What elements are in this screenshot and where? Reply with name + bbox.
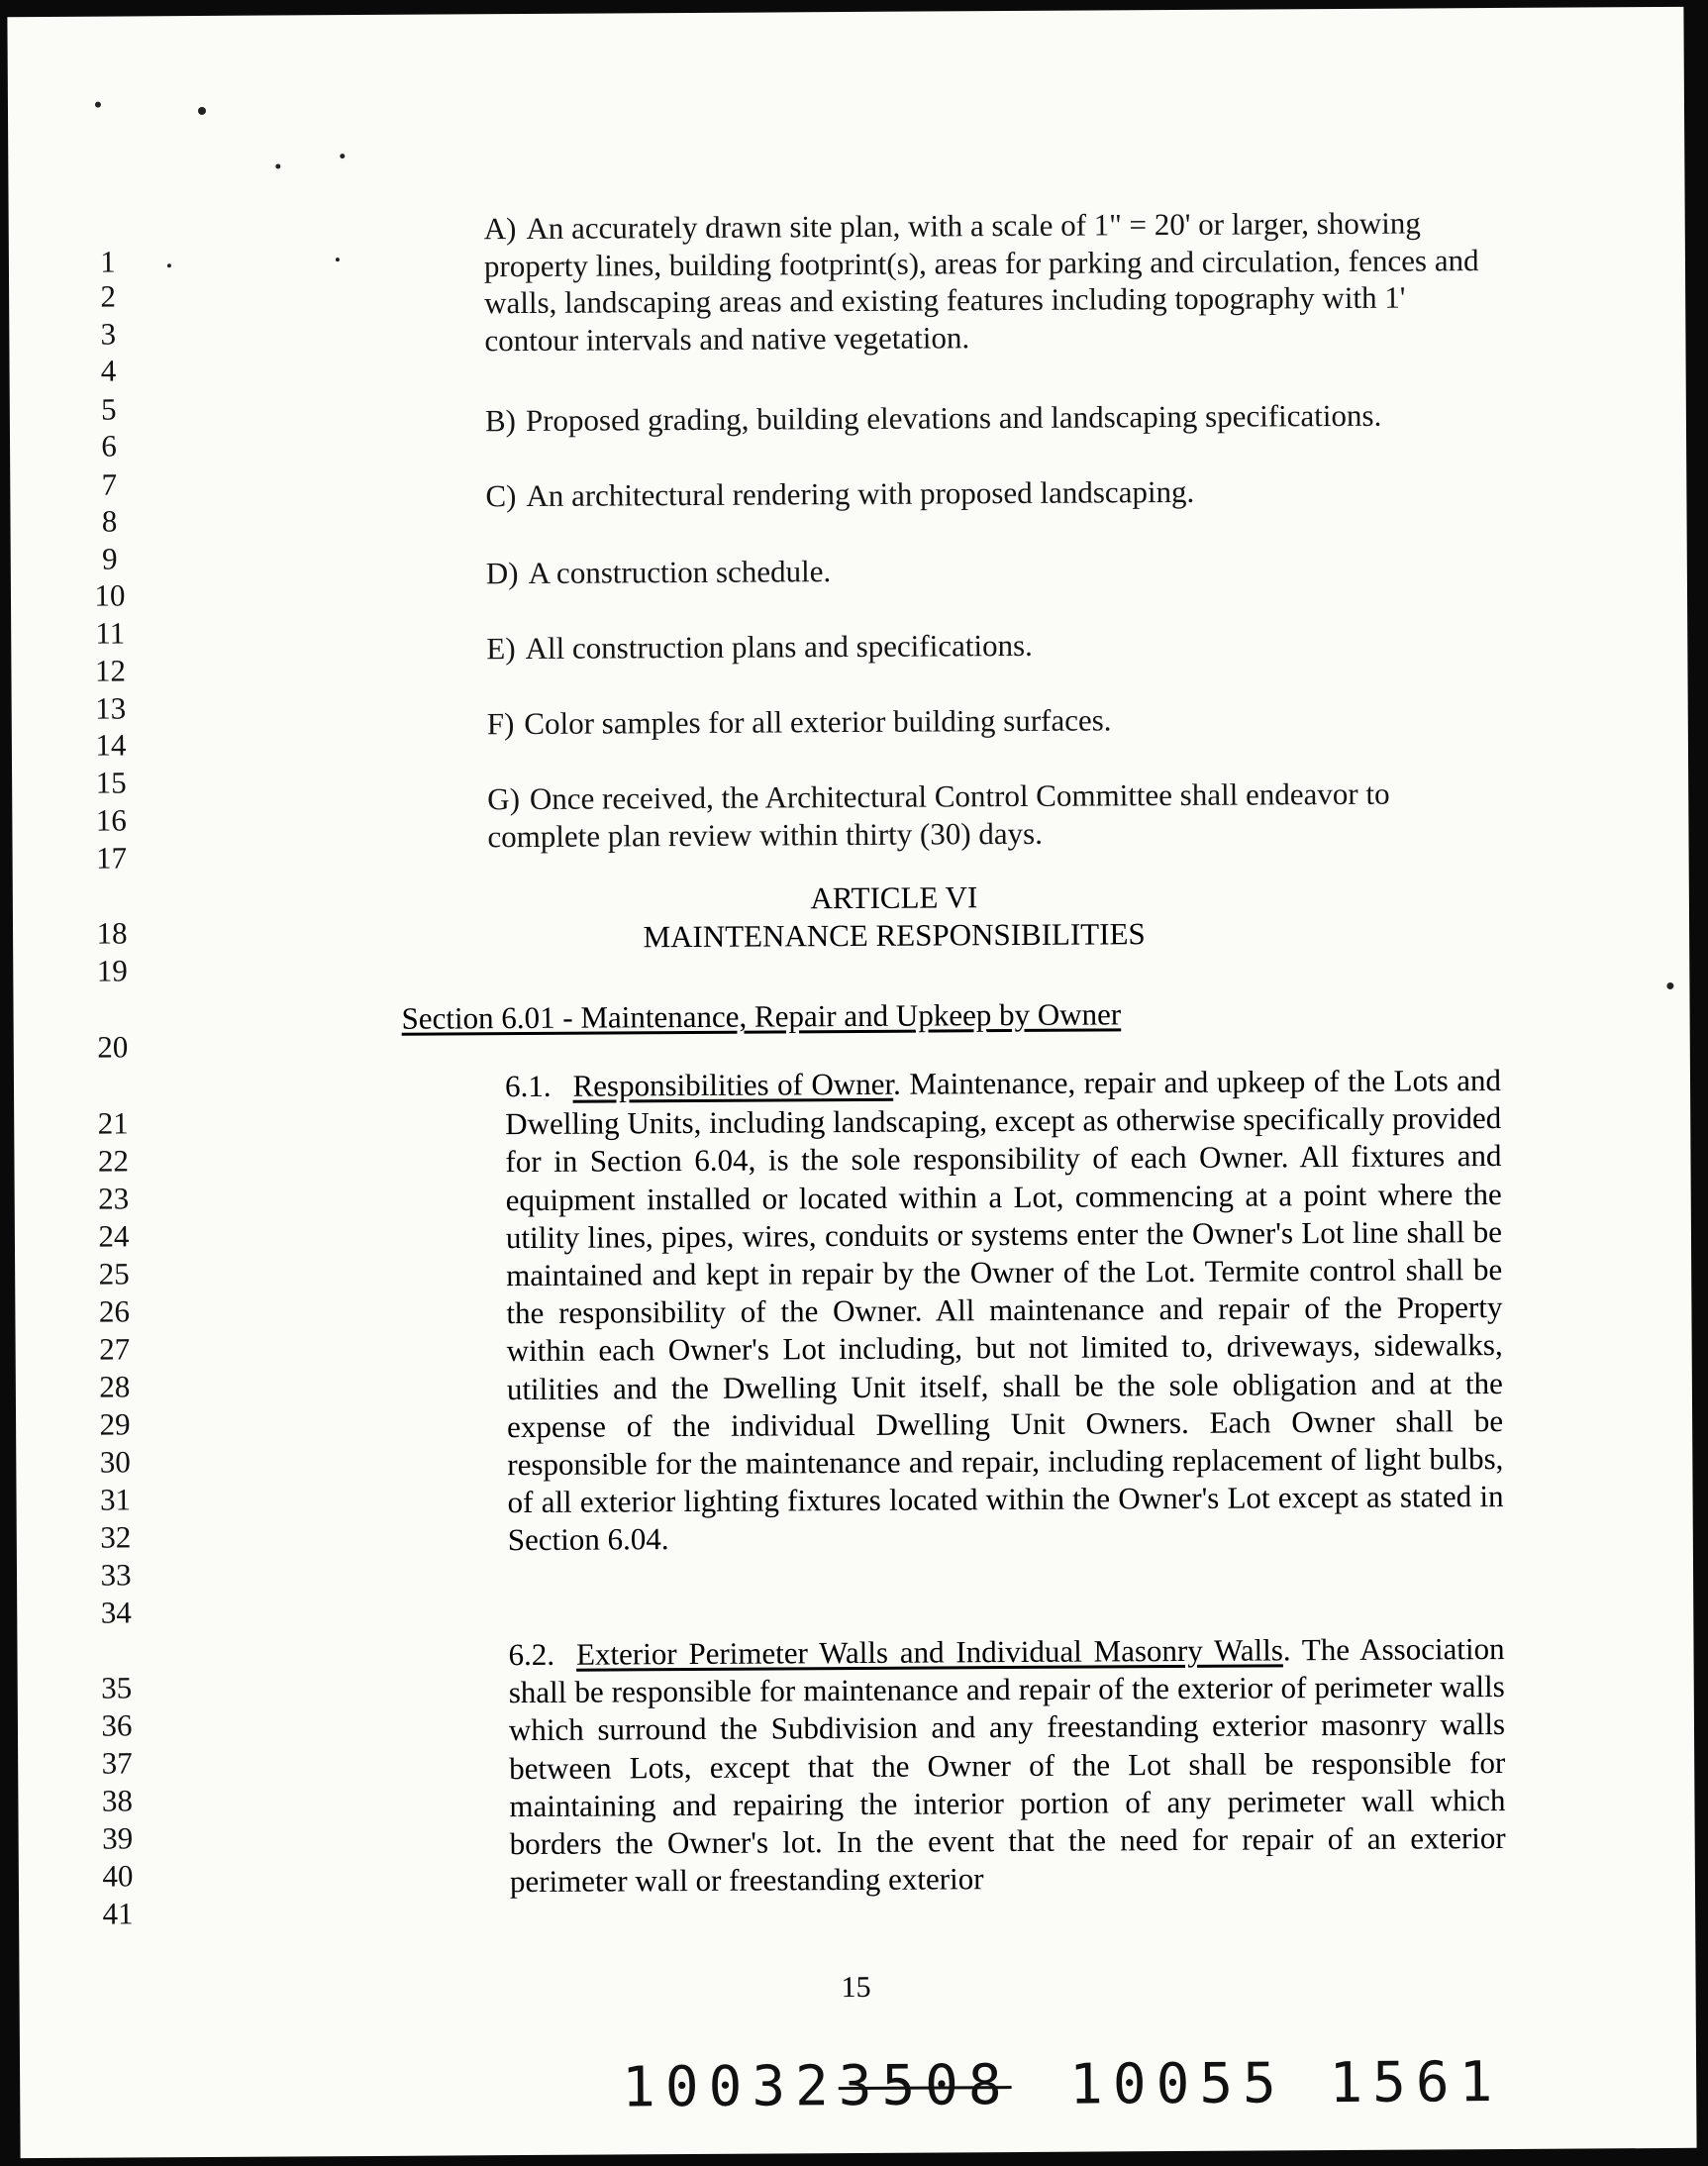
document-page (7, 7, 1696, 2158)
line-number: 23 (98, 1181, 130, 1216)
paragraph-text: . Maintenance, repair and upkeep of the Lots and Dwelling Units, including landscaping, except as otherwise specifically provided for in Section 6.04, is the sole responsibility of each Owner. All fixtures and equipment installed or located within a Lot, commencing at a point where the utility lines, pipes, wires, conduits or systems enter the Owner's Lot line shall be maintained and kept in repair by the Owner of the Lot. Termite control shall be the responsibility of the Owner. All maintenance and repair of the Property within each Owner's Lot including, but not limited to, driveways, sidewalks, utilities and the Dwelling Unit itself, shall be the sole obligation and at the expense of the individual Dwelling Unit Owners. Each Owner shall be responsible for the maintenance and repair, including replacement of light bulbs, of all exterior lighting fixtures located within the Owner's Lot except as stated in Section 6.04. (505, 1062, 1504, 1558)
line-number: 13 (95, 690, 127, 726)
new-book-number: 10055 (1068, 2051, 1286, 2117)
line-number: 29 (99, 1406, 131, 1442)
section-title: Section 6.01 - Maintenance, Repair and Upkeep by Owner (401, 996, 1122, 1036)
item-label: G) (487, 781, 521, 817)
line-number: 6 (101, 428, 117, 464)
line-number: 21 (97, 1105, 129, 1141)
paragraph-text: . The Association shall be responsible for maintenance and repair of the exterior of perimeter walls which surround the Subdivision and any freestanding exterior masonry walls between Lots, except that the Owner of the Lot shall be responsible for maintaining and repairing the interior portion of any perimeter wall which borders the Owner's lot. In the event that the need for repair of an exterior perimeter wall or freestanding exterior (508, 1630, 1506, 1900)
list-item (484, 204, 1485, 359)
line-number: 37 (101, 1745, 133, 1781)
page-number: 15 (841, 1970, 871, 2005)
item-label: B) (484, 403, 517, 439)
list-item (487, 774, 1487, 855)
paragraph-number: 6.2. (508, 1636, 555, 1673)
line-number: 9 (101, 541, 118, 576)
paragraph-6-1 (505, 1062, 1504, 1560)
line-number: 26 (98, 1293, 131, 1329)
item-text: All construction plans and specifications. (525, 627, 1033, 667)
line-number: 19 (96, 953, 128, 988)
line-number: 7 (101, 466, 118, 502)
old-book-number: 10032 (621, 2054, 839, 2120)
line-number: 2 (100, 278, 116, 314)
item-label: C) (485, 478, 517, 514)
list-item (486, 549, 1486, 592)
scan-speck (336, 258, 340, 261)
line-number: 35 (101, 1670, 133, 1705)
line-number: 40 (102, 1858, 134, 1894)
article-title: MAINTENANCE RESPONSIBILITIES (643, 916, 1146, 955)
paragraph-title: Responsibilities of Owner (572, 1066, 894, 1103)
old-page-number-struck: 3508 (838, 2053, 1012, 2119)
line-number: 28 (99, 1369, 131, 1404)
line-number: 11 (95, 615, 126, 651)
line-number: 14 (95, 727, 127, 763)
line-number: 5 (100, 391, 117, 427)
line-number: 27 (99, 1331, 131, 1367)
line-number: 25 (98, 1256, 130, 1291)
paragraph-6-2 (508, 1630, 1506, 1902)
line-number: 16 (95, 802, 127, 838)
item-text: Color samples for all exterior building surfaces. (524, 702, 1112, 742)
line-number: 3 (100, 316, 117, 352)
item-text: An accurately drawn site plan, with a scale of 1" = 20' or larger, showing property lines, building footprint(s), areas for parking and circulation, fences and walls, landscaping areas and existing features including topography with 1' contour intervals and native vegetation. (483, 205, 1479, 358)
article-heading (548, 877, 1241, 957)
line-number: 12 (94, 653, 127, 688)
item-label: A) (483, 211, 517, 247)
item-text: Proposed grading, building elevations and landscaping specifications. (525, 397, 1382, 439)
paragraph-title: Exterior Perimeter Walls and Individual Masonry Walls (575, 1632, 1283, 1672)
line-number: 15 (95, 765, 127, 800)
line-number: 24 (98, 1218, 130, 1254)
line-number: 22 (97, 1143, 130, 1179)
paragraph-number: 6.1. (504, 1068, 552, 1104)
line-number: 8 (101, 503, 118, 539)
list-item (485, 471, 1485, 515)
line-number: 38 (101, 1783, 134, 1818)
scan-speck (167, 263, 171, 267)
line-number: 33 (100, 1557, 132, 1593)
section-heading (401, 996, 1121, 1036)
list-item (486, 624, 1486, 668)
line-number: 39 (102, 1820, 134, 1856)
item-text: An architectural rendering with proposed landscaping. (526, 473, 1195, 513)
recording-stamp-old (622, 2053, 1012, 2119)
line-number: 36 (101, 1707, 133, 1743)
item-label: D) (485, 556, 519, 591)
item-label: F) (486, 706, 515, 742)
item-text: Once received, the Architectural Control Committee shall endeavor to complete plan review within thirty (30) days. (487, 775, 1390, 854)
scan-speck (95, 102, 101, 108)
line-number: 17 (95, 840, 128, 876)
line-number: 30 (99, 1444, 131, 1480)
list-item (485, 396, 1485, 440)
line-number: 4 (100, 353, 117, 388)
scan-speck (198, 107, 206, 115)
line-number: 32 (100, 1519, 132, 1555)
item-label: E) (486, 631, 516, 667)
new-page-number: 1561 (1329, 2050, 1503, 2116)
item-text: A construction schedule. (528, 554, 832, 590)
recording-stamp-new (1069, 2050, 1503, 2117)
line-number: 34 (100, 1595, 132, 1630)
article-number: ARTICLE VI (810, 879, 978, 916)
list-item (487, 699, 1487, 743)
scan-speck (340, 154, 345, 158)
line-number: 41 (102, 1896, 134, 1931)
line-number: 1 (100, 244, 116, 279)
scan-speck (1666, 982, 1673, 989)
line-number: 31 (99, 1482, 132, 1517)
line-number: 20 (97, 1029, 129, 1065)
line-number: 10 (94, 577, 126, 613)
scan-speck (275, 164, 280, 169)
line-number: 18 (96, 915, 128, 951)
